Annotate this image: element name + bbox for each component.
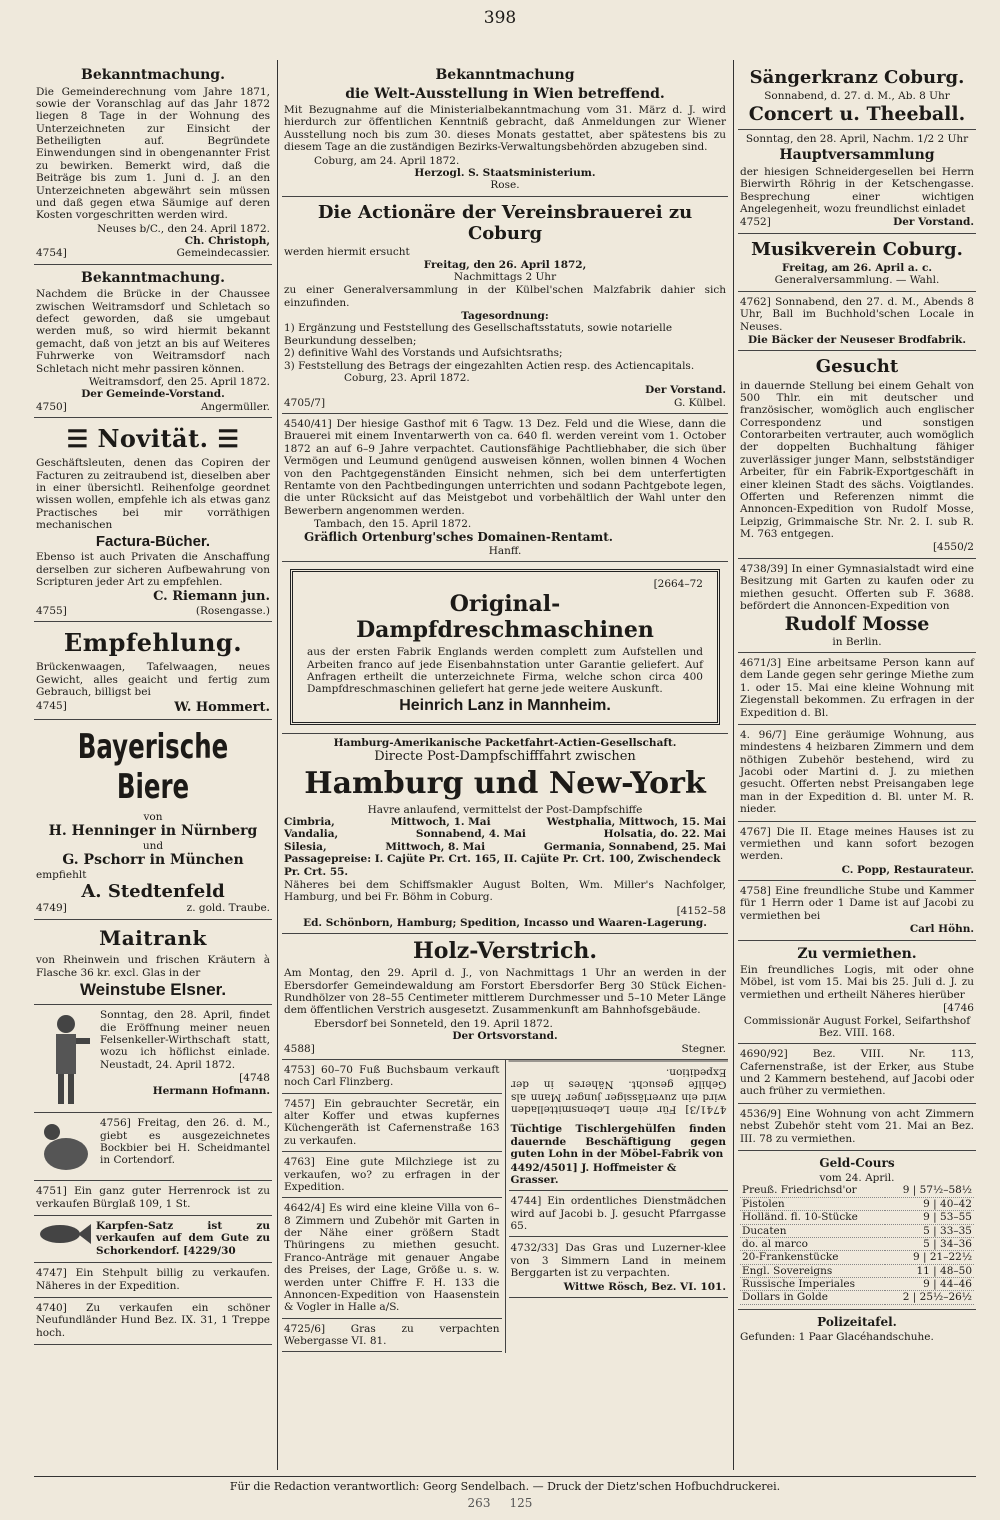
ad-body: 4762] Sonnabend, den 27. d. M., Abends 8 Uhr, Ball im Buchhold'schen Locale in Neuses. [740,295,974,333]
ad-signature: 4492/4501] J. Hoffmeister & Grasser. [510,1161,677,1186]
ad-number: [4550/2 [932,541,974,554]
ad-body: Nachdem die Brücke in der Chaussee zwischen Weitramsdorf und Schletach so defect geworden, daß sie umgebaut werden muß, so wird hiermit bekannt gemacht, daß von jetzt an bis auf Weiteres Fuhrwerke von Weitramsdorf nach Schletach nicht mehr passiren können. [36,288,270,375]
ad-signature: Der Vorstand. [645,384,726,397]
ad-body: Ebenso ist auch Privaten die Anschaffung derselben zur sicheren Aufbewahrung von Scripturen jeder Art zu empfehlen. [36,551,270,589]
ad-date: Freitag, am 26. April a. c. [781,262,933,275]
ad-ball-neuses [738,292,976,352]
decor-icon: ☰ [208,424,240,454]
ad-signature: Commissionär August Forkel, Seifarthshof Bez. VIII. 168. [743,1014,971,1039]
ad-gesucht [738,351,976,558]
page-number: 398 [483,8,517,28]
ad-title: Empfehlung. [63,628,243,658]
ad-place: Tambach, den 15. April 1872. [314,518,472,530]
ad-wohnung-ziegenstall [738,653,976,725]
ad-body: Die Gemeinderechnung vom Jahre 1871, sowie der Voranschlag auf das Jahr 1872 liegen 8 Tage in der Wohnung des Unterzeichneten zur Einsicht der Betheiligten auf. Begründete Einwendungen sind in obengenannter Frist zu bewirken. Bemerkt wird, daß die Beiträge bis zum 1. Juni d. J. an den Unterzeichneten abgewährt sein müssen und daß gegen etwa Säumige auf deren Kosten vorgeschritten werden wird. [36,85,270,222]
ad-signature: Herzogl. S. Staatsministerium. [414,166,596,179]
police-title: Polizeitafel. [817,1314,897,1329]
ad-body: 4767] Die II. Etage meines Hauses ist zu vermiethen und kann sofort bezogen werden. [740,825,974,863]
drinking-man-icon [36,1008,96,1108]
ad-place: Ebersdorf bei Sonneteld, den 19. April 1872. [314,1017,553,1030]
ship-row: Cimbria, Mittwoch, 1. Mai Westphalia, Mittwoch, 15. Mai [284,816,726,829]
ad-villa: 4642/4] Es wird eine kleine Villa von 6–8 Zimmern und Zubehör mit Garten in der Nähe einer größern Stadt Thüringens zu miethen gesucht. Franco-Anträge mit genauer Angabe des Preises, der Lage, Größe u. s. w. werden unter Chiffre F. H. 133 die Annoncen-Expedition von Haasenstein & Vogler in Halle a/S. [282,1199,502,1318]
ad-place: Neuses b/C., den 24. April 1872. [97,222,270,235]
ad-date: Sonntag, den 28. April, Nachm. 1/2 2 Uhr [745,133,969,146]
ad-fares: Passagepreise: I. Cajüte Pr. Crt. 165, II. Cajüte Pr. Crt. 100, Zwischendeck Pr. Crt. 55. [284,853,721,878]
ad-body: 4690/92] Bez. VIII. Nr. 113, Cafernenstraße, ist der Erker, aus Stube und 2 Kammern bestehend, auf Jacobi oder auch früher zu vermiethen. [740,1048,974,1098]
ad-body: Geschäftsleuten, denen das Copiren der Facturen zu zeitraubend ist, dieselben aber in einer übersichtl. Reihenfolge geordnet wissen wollen, empfehle ich als etwas ganz Practisches bei mir vorräthigen mechanischen [36,457,270,532]
ad-milchziege: 4763] Eine gute Milchziege ist zu verkaufen, wo? zu erfragen in der Expedition. [282,1153,502,1198]
ad-body: 4732/33] Das Gras und Luzerner-klee von 3 Simmern Land in meinem Berggarten ist zu verpachten. [510,1242,726,1280]
ad-body: Generalversammlung. — Wahl. [774,274,940,287]
ad-secretaer: 7457] Ein gebrauchter Secretär, ein alter Koffer und etwas kupfernes Küchengeräth ist Cafernenstraße 163 zu verkaufen. [282,1095,502,1153]
column-rule [733,60,734,1470]
ad-title: Bekanntmachung. [81,269,225,286]
ad-place: Coburg, am 24. April 1872. [314,154,460,167]
small-ads-right [506,1060,729,1354]
ad-title: Hamburg und New-York [304,766,706,802]
ad-title: Hauptversammlung [779,147,935,164]
ad-signature: Der Ortsvorstand. [452,1030,558,1043]
agenda-item: 1) Ergänzung und Feststellung des Gesellschaftsstatuts, sowie notarielle Beurkundung desselben; [284,322,673,347]
table-row: Russische Imperiales 9 | 44–46 [742,1278,972,1291]
ad-company: Hamburg-Amerikanische Packetfahrt-Actien-Gesellschaft. [333,736,677,749]
ad-title: Gesucht [815,356,899,378]
ad-body: 4. 96/7] Eine geräumige Wohnung, aus mindestens 4 heizbaren Zimmern und dem nöthigen Zubehör bestehend, wird zu Jacobi oder Martini d. J. zu miethen gesucht. Offerten nebst Preisangaben lege man in der Expedition d. Bl. unter M. R. nieder. [740,728,974,816]
ad-city: in Berlin. [832,635,882,648]
ad-body: Näheres bei dem Schiffsmakler August Bolten, Wm. Miller's Nachfolger, Hamburg, und bei Fr. Böhm in Coburg. [284,878,726,904]
ad-title: Die Actionäre der Vereinsbrauerei zu Coburg [317,201,693,244]
agenda-item: 3) Feststellung des Betrags der eingezahlten Actien resp. des Actiencapitals. [284,359,695,372]
ad-luzernerklee [509,1238,729,1298]
table-row: Preuß. Friedrichsd'or 9 | 57½–58½ [742,1184,972,1197]
rates-table [740,1184,974,1304]
ad-signature: Ch. Christoph, [184,235,270,248]
ad-place: Coburg, 23. April 1872. [344,371,470,384]
ad-stube [738,881,976,941]
ad-body: von Rheinwein und frischen Kräutern à Flasche 36 kr. excl. Glas in der [36,954,270,979]
ad-number: 4705/7] [284,396,326,409]
ad-body: 4758] Eine freundliche Stube und Kammer für 1 Herrn oder 1 Dame ist auf Jacobi zu vermiethen bei [740,885,974,922]
ad-number: [4748 [239,1072,270,1085]
ad-item: Factura-Bücher. [95,532,211,550]
ad-holzverstrich [282,934,728,1060]
footer-imprint: Für die Redaction verantwortlich: Georg Sendelbach. — Druck der Dietz'schen Hofbuchdruckerei. [34,1476,976,1494]
ad-signature: Wittwe Rösch, Bez. VI. 101. [563,1280,726,1293]
column-rule [277,60,278,1470]
ad-body: 4756] Freitag, den 26. d. M., giebt es ausgezeichnetes Bockbier bei H. Scheidmantel in Cortendorf. [100,1117,270,1167]
ad-address: (Rosengasse.) [195,604,270,617]
ad-text: und [142,839,164,852]
ad-tischler [509,1119,729,1191]
ad-name: Angermüller. [200,400,270,413]
ad-text: empfiehlt [36,868,87,881]
ad-hund [34,1298,272,1345]
ad-title: Bekanntmachung. [81,67,225,83]
ad-signature: Rudolf Mosse [784,613,930,636]
ad-signature: C. Popp, Restaurateur. [841,863,974,876]
ad-signature: Die Bäcker der Neuseser Brodfabrik. [747,333,966,346]
ad-name: G. Külbel. [673,396,726,409]
ad-hapag [282,734,728,935]
table-row: Dollars in Golde 2 | 25½–26½ [742,1291,972,1304]
table-row: do. al marco 5 | 34–36 [742,1237,972,1250]
ad-bockbier [34,1113,272,1181]
ad-gasthof [282,414,728,562]
column-right [738,62,976,1348]
ad-title: Sängerkranz Coburg. [749,67,965,88]
ornate-frame [290,569,720,725]
ad-number: 4745] [36,699,67,712]
ad-weltausstellung [282,62,728,197]
ad-title: Musikverein Coburg. [751,238,963,260]
ad-subtitle: die Welt-Ausstellung in Wien betreffend. [345,85,665,102]
ad-novitaet [34,418,272,622]
ad-brewery: H. Henninger in Nürnberg [48,823,258,840]
ad-body: Karpfen-Satz ist zu verkaufen auf dem Gute zu Schorkendorf. [4229/30 [96,1220,270,1257]
police-body: Gefunden: 1 Paar Glacéhandschuhe. [740,1330,934,1343]
ad-time: Nachmittags 2 Uhr [453,270,557,283]
ad-vereinsbrauerei [282,197,728,414]
ad-bekanntmachung-neuses [34,62,272,265]
agenda-title: Tagesordnung: [461,310,549,322]
ad-signature: Heinrich Lanz in Mannheim. [399,696,611,714]
ad-event: Concert u. Theeball. [748,102,966,125]
ad-gras: 4725/6] Gras zu verpachten Webergasse VI. 81. [282,1320,502,1353]
polizeitafel [738,1310,976,1349]
ad-title: Bekanntmachung [435,67,575,83]
ad-title: Bayerische Biere [77,726,229,807]
ad-signature: A. Stedtenfeld [81,881,225,903]
ship-row: Silesia, Mittwoch, 8. Mai Germania, Sonnabend, 25. Mai [284,840,726,853]
ad-signature: Der Gemeinde-Vorstand. [81,388,225,401]
ad-title: Zu vermiethen. [797,945,917,962]
ad-agent: Ed. Schönborn, Hamburg; Spedition, Incasso und Waaren-Lagerung. [303,917,707,930]
ad-body: Brückenwaagen, Tafelwaagen, neues Gewicht, alles geaicht und fertig zum Gebrauch, billigst bei [36,661,270,699]
ad-place: Weitramsdorf, den 25. April 1872. [88,375,270,388]
ad-signature: W. Hommert. [174,699,270,715]
ad-karpfen [34,1216,272,1263]
ad-body: 4751] Ein ganz guter Herrenrock ist zu verkaufen Bürglaß 109, 1 St. [36,1185,270,1210]
geld-cours [738,1151,976,1310]
ad-upside-down: 4741/3] Für einen Lebensmittelladen wird ein zuverlässiger junger Mann als Gehilfe gesucht. Näheres in der Expedition. [509,1061,729,1119]
small-ads-grid [282,1060,728,1354]
ad-date: Freitag, den 26. April 1872, [423,258,587,271]
ad-zu-vermiethen [738,941,976,1045]
decor-icon: ☰ [66,424,98,454]
agenda-item: 2) definitive Wahl des Vorstands und Aufsichtsraths; [284,347,563,360]
column-middle [282,62,728,1353]
ad-wohnung-gesucht [738,725,976,822]
ad-acht-zimmer [738,1104,976,1151]
ad-buchsbaum: 4753] 60–70 Fuß Buchsbaum verkauft noch Carl Flinzberg. [282,1061,502,1094]
table-row: Pistolen 9 | 40–42 [742,1197,972,1210]
rates-title: Geld-Cours [819,1155,895,1170]
ad-number: 4752] [740,216,771,229]
ad-besitzung [738,559,976,653]
ad-role: Gemeindecassier. [176,247,270,260]
goat-barrel-icon [36,1116,96,1176]
ad-signature: Der Vorstand. [893,216,974,229]
rates-date: vom 24. April. [819,1172,895,1185]
ad-felsenkeller [34,1005,272,1113]
table-row: Engl. Sovereigns 11 | 48–50 [742,1264,972,1277]
ad-maitrank [34,920,272,1005]
ad-erker [738,1044,976,1104]
small-ads-left [282,1060,506,1354]
ad-text: zu einer Generalversammlung in der Külbel'schen Malzfabrik dahier sich einzufinden. [284,284,726,309]
ad-number: 4754] [36,247,67,260]
table-row: Ducaten 5 | 33–35 [742,1224,972,1237]
ad-number: 4749] [36,902,67,915]
ad-signature: C. Riemann jun. [153,589,270,605]
ad-body: 4738/39] In einer Gymnasialstadt wird eine Besitzung mit Garten zu kaufen oder zu miethen gesucht. Offerten sub F. 3688. befördert die Annoncen-Expedition von [740,562,974,612]
ship-row: Vandalia, Sonnabend, 4. Mai Holsatia, do. 22. Mai [284,828,726,841]
ad-name: Stegner. [681,1042,726,1055]
ad-text: Directe Post-Dampfschifffahrt zwischen [374,748,636,764]
ad-body: Sonntag, den 28. April, findet die Eröffnung meiner neuen Felsenkeller-Wirthschaft statt, wozu ich höflichst einlade. Neustadt, 24. April 1872. [100,1009,270,1071]
ad-saengerkranz [738,62,976,130]
ad-body: Tüchtige Tischlergehülfen finden dauernde Beschäftigung gegen guten Lohn in der Möbel-Fabrik von [510,1123,726,1161]
ad-stehpult [34,1263,272,1298]
ad-hauptversammlung [738,130,976,234]
ad-title: Maitrank [99,925,207,950]
ad-bekanntmachung-weitramsdorf [34,265,272,418]
ad-body: 4747] Ein Stehpult billig zu verkaufen. Näheres in der Expedition. [36,1267,270,1292]
ad-body: in dauernde Stellung bei einem Gehalt von 500 Thlr. ein mit deutscher und französischer, womöglich auch englischer Correspondenz und sonstigen Contorarbeiten vertrauter, auch womöglich der doppelten Buchhaltung fähiger zuverlässiger junger Mann, selbstständiger Arbeiter, für ein Fabrik-Exportgeschäft in einer kleinen Stadt des sächs. Voigtlandes. Offerten und Referenzen nimmt die Annoncen-Expedition von Rudolf Mosse, Leipzig, Grimmaische Str. Nr. 2. I. sub R. M. 763 entgegen. [740,379,974,540]
ad-number: [4152–58 [676,904,726,917]
ad-title: Original-Dampfdreschmaschinen [356,591,654,644]
ad-title: Holz-Verstrich. [412,938,598,965]
ad-dampfdreschmaschinen [282,562,728,734]
ad-signature: Hermann Hofmann. [152,1084,270,1097]
ad-empfehlung [34,622,272,720]
ad-herrenrock [34,1181,272,1216]
ad-number: 4750] [36,400,67,413]
table-row: Holländ. fl. 10-Stücke 9 | 53–55 [742,1211,972,1224]
ad-name: Rose. [490,179,520,192]
ad-body: Ein freundliches Logis, mit oder ohne Möbel, ist vom 15. Mai bis 25. Juli d. J. zu vermiethen und ertheilt Näheres hierüber [740,964,974,1001]
ad-signature: Weinstube Elsner. [79,980,227,1000]
ad-date: Sonnabend, d. 27. d. M., Ab. 8 Uhr [764,90,950,103]
ad-number: 4588] [284,1042,315,1055]
ad-etage [738,822,976,882]
ad-body: der hiesigen Schneidergesellen bei Herrn Bierwirth Röhrig in der Ketschengasse. Besprechung einer wichtigen Angelegenheit, wozu freundlichst einladet [740,165,974,216]
ad-body: aus der ersten Fabrik Englands werden complett zum Aufstellen und Arbeiten franco auf jede Eisenbahnstation unter Garantie geliefert. Auf Anfragen ertheilt die unterzeichnete Firma, welche schon circa 400 Dampfdreschmaschinen geliefert hat gerne jede weitere Auskunft. [307,646,703,696]
ad-name: Hanff. [488,544,522,557]
ad-text: Havre anlaufend, vermittelst der Post-Dampfschiffe [367,803,643,816]
ad-text: werden hiermit ersucht [284,246,410,259]
ad-signature: Carl Höhn. [909,923,974,936]
ad-ref: [2664–72 [653,577,703,590]
table-row: 20-Frankenstücke 9 | 21–22½ [742,1251,972,1264]
ad-number: 4755] [36,604,67,617]
handwritten-marks: 263 125 [467,1496,533,1510]
ad-body: 4671/3] Eine arbeitsame Person kann auf dem Lande gegen sehr geringe Miethe zum 1. oder 15. Mai eine kleine Wohnung mit Ziegenstall bekommen. Zu erfragen in der Expedition d. Bl. [740,657,974,719]
ad-dienstmaedchen: 4744] Ein ordentliches Dienstmädchen wird auf Jacobi b. J. gesucht Pfarrgasse 65. [509,1192,729,1237]
ad-brewery: G. Pschorr in München [62,852,244,869]
ad-body: 4536/9] Eine Wohnung von acht Zimmern nebst Zubehör steht vom 21. Mai an Bez. III. 78 zu vermiethen. [740,1107,974,1145]
fish-icon [36,1219,92,1249]
ad-title: ☰ Novität. ☰ [66,424,240,454]
ad-text: von [143,811,163,824]
ad-musikverein [738,234,976,292]
ad-body: Mit Bezugnahme auf die Ministerialbekanntmachung vom 31. März d. J. wird hierdurch zur öffentlichen Kenntniß gebracht, daß Anmeldungen zur Wiener Ausstellung noch bis zum 30. dieses Monats gestattet, aber spätestens bis zu diesem Tage an die zuständigen Bezirks-Verwaltungsbehörden abzugeben sind. [284,104,726,154]
ad-signature: Gräflich Ortenburg'sches Domainen-Rentamt. [304,530,613,545]
ad-address: z. gold. Traube. [186,902,270,915]
ad-body: Am Montag, den 29. April d. J., von Nachmittags 1 Uhr an werden in der Ebersdorfer Gemeindewaldung am Forstort Ebersdorfer Berg 30 Stück Eichen-Rundhölzer von 28–55 Centimeter mittlerem Durchmesser und 5–10 Meter Länge dem öffentlichen Verstrich ausgesetzt. Zusammenkunft am Bahnhofsgebäude. [284,967,726,1017]
ad-number: [4746 [943,1002,974,1015]
ad-body: 4540/41] Der hiesige Gasthof mit 6 Tagw. 13 Dez. Feld und die Wiese, dann die Brauerei mit einem Inventarwerth von ca. 640 fl. werden vereint vom 1. October 1872 an auf 6–9 Jahre verpachtet. Cautionsfähige Pachtliebhaber, die sich über Vermögen und Leumund genügend ausweisen können, wollen binnen 4 Wochen von den Pachtgegenständen Einsicht nehmen, sich bei dem unterfertigten Rentamte von den Pachtbedingungen unterrichten und sodann Pachtgebote legen, die unter Rücksicht auf das Meistgebot und vorbehältlich der Wahl unter den Bewerbern angenommen werden. [284,418,726,517]
column-left [34,62,272,1345]
ad-body: 4740] Zu verkaufen ein schöner Neufundländer Hund Bez. IX. 31, 1 Treppe hoch. [36,1301,270,1339]
ad-bayerische-biere [34,720,272,920]
